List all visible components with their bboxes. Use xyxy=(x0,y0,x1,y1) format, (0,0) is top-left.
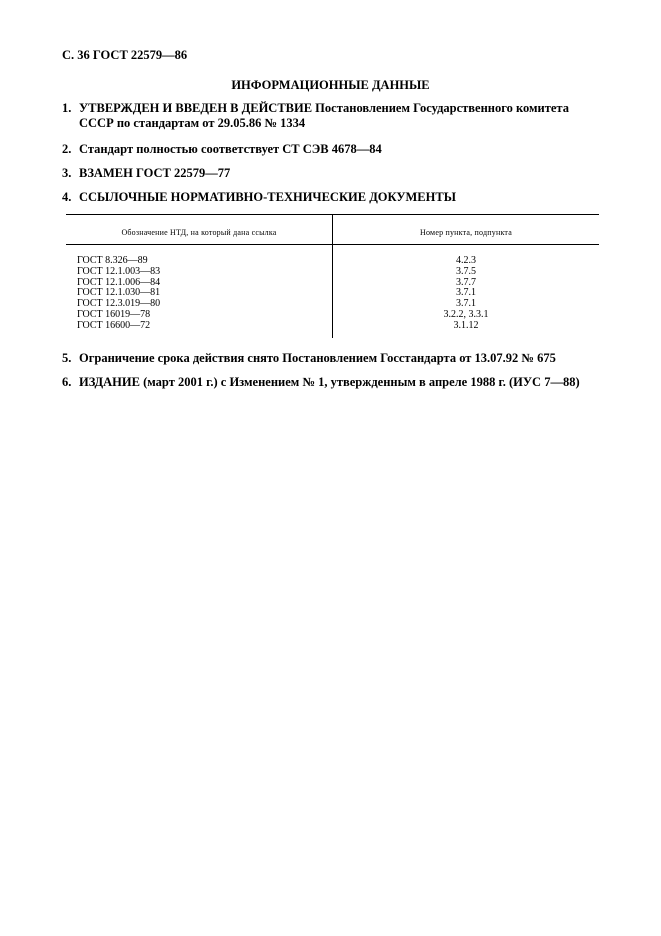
table-cell-document: ГОСТ 12.1.030—81 xyxy=(77,287,161,299)
table-header-clause: Номер пункта, подпункта xyxy=(420,228,512,237)
table-cell-document: ГОСТ 12.1.003—83 xyxy=(77,265,161,277)
item-number: 4. xyxy=(62,190,72,204)
item-number: 2. xyxy=(62,142,72,156)
item-number: 1. xyxy=(62,101,72,115)
info-item-2 xyxy=(62,142,602,157)
section-title: ИНФОРМАЦИОННЫЕ ДАННЫЕ xyxy=(231,78,430,92)
info-item-5 xyxy=(62,351,602,366)
table-cell-clause: 3.1.12 xyxy=(453,319,479,331)
table-cell-clause: 3.7.7 xyxy=(456,276,476,288)
item-text: Ограничение срока действия снято Постановлением Госстандарта от 13.07.92 № 675 xyxy=(79,351,556,365)
table-body xyxy=(66,256,599,332)
item-text: ССЫЛОЧНЫЕ НОРМАТИВНО-ТЕХНИЧЕСКИЕ ДОКУМЕНТЫ xyxy=(79,190,456,204)
item-text: УТВЕРЖДЕН И ВВЕДЕН В ДЕЙСТВИЕ Постановлением Государственного комитета СССР по стандартам от 29.05.86 № 1334 xyxy=(79,101,569,130)
item-number: 3. xyxy=(62,166,72,180)
info-item-1 xyxy=(62,101,602,131)
table-cell-document: ГОСТ 16019—78 xyxy=(77,308,151,320)
reference-documents-table xyxy=(66,214,599,338)
item-text: Стандарт полностью соответствует СТ СЭВ 4678—84 xyxy=(79,142,382,156)
table-cell-clause: 3.2.2, 3.3.1 xyxy=(443,308,489,320)
info-item-3 xyxy=(62,166,602,181)
table-row xyxy=(66,321,599,332)
table-header-document: Обозначение НТД, на который дана ссылка xyxy=(121,228,277,237)
table-cell-clause: 3.7.1 xyxy=(456,287,476,299)
table-cell-document: ГОСТ 12.1.006—84 xyxy=(77,276,161,288)
item-number: 6. xyxy=(62,375,72,389)
item-text: ИЗДАНИЕ (март 2001 г.) с Изменением № 1, утвержденным в апреле 1988 г. (ИУС 7—88) xyxy=(79,375,580,389)
item-text: ВЗАМЕН ГОСТ 22579—77 xyxy=(79,166,231,180)
running-header: С. 36 ГОСТ 22579—86 xyxy=(62,48,188,62)
table-cell-clause: 3.7.1 xyxy=(456,298,476,310)
item-number: 5. xyxy=(62,351,72,365)
info-item-6 xyxy=(62,375,602,390)
table-cell-document: ГОСТ 16600—72 xyxy=(77,319,151,331)
table-cell-clause: 3.7.5 xyxy=(456,265,476,277)
table-cell-document: ГОСТ 12.3.019—80 xyxy=(77,298,161,310)
table-cell-clause: 4.2.3 xyxy=(456,255,476,266)
table-cell-document: ГОСТ 8.326—89 xyxy=(77,255,148,266)
table-row xyxy=(66,267,599,278)
info-item-4 xyxy=(62,190,602,205)
